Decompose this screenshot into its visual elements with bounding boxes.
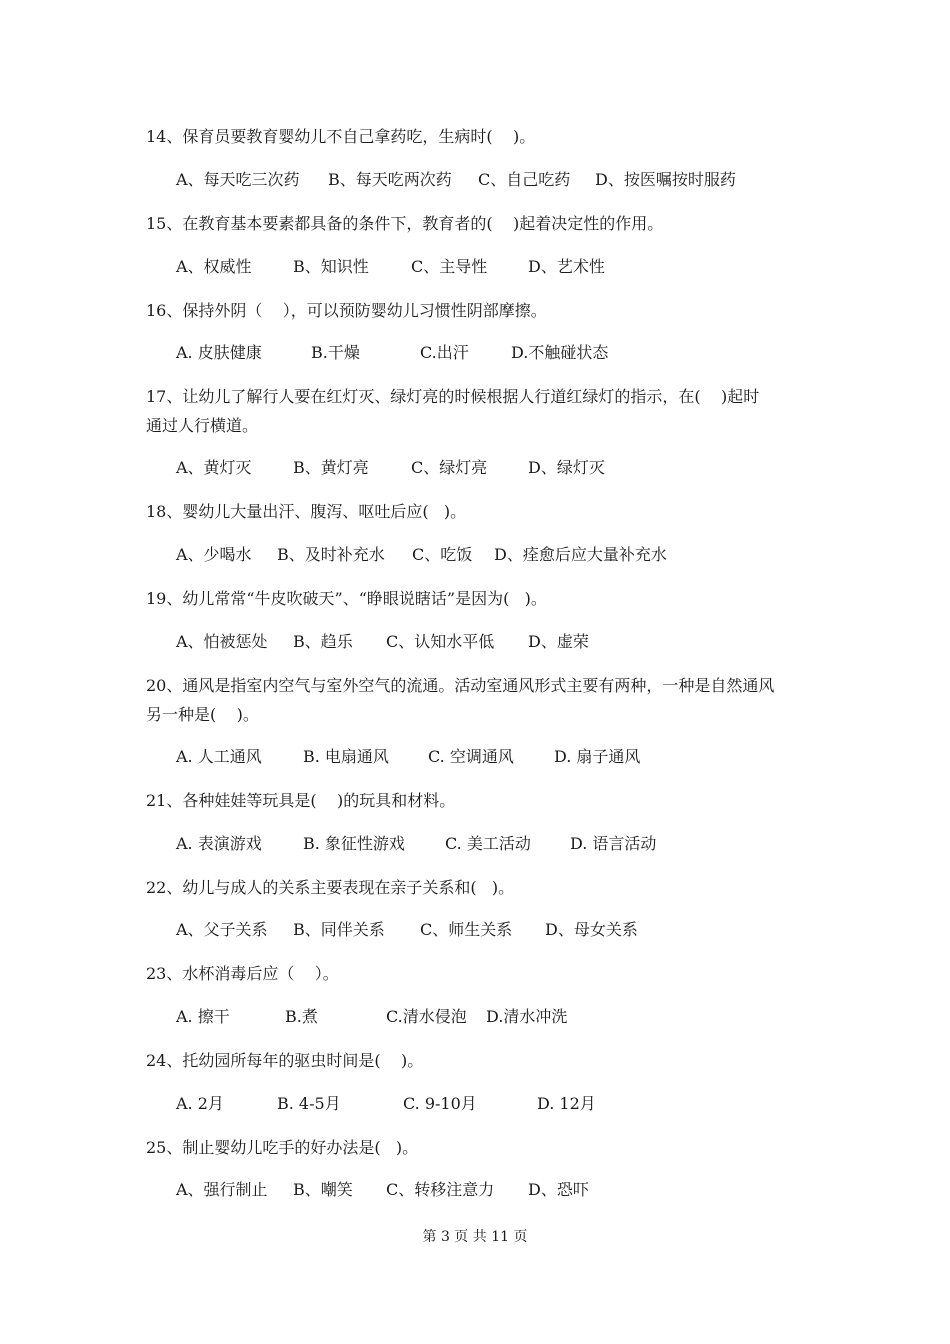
question-text: 15、在教育基本要素都具备的条件下，教育者的( )起着决定性的作用。 [146,214,664,233]
option-a: A、每天吃三次药 [176,170,300,189]
option-a: A、少喝水 [176,545,252,564]
question-text-line-1: 20、通风是指室内空气与室外空气的流通。活动室通风形式主要有两种，一种是自然通风 [146,676,775,695]
option-a: A. 擦干 [176,1007,230,1026]
question-21 [146,786,816,815]
question-text: 22、幼儿与成人的关系主要表现在亲子关系和( )。 [146,878,515,897]
question-text: 21、各种娃娃等玩具是( )的玩具和材料。 [146,791,456,810]
option-d: D、绿灯灭 [528,458,605,477]
option-b: B、趋乐 [293,632,353,651]
question-24 [146,1046,816,1075]
option-a: A、父子关系 [176,920,268,939]
question-text-line-2: 通过人行横道。 [146,416,259,435]
question-20 [146,671,816,729]
option-c: C、绿灯亮 [411,458,488,477]
question-16 [146,296,816,325]
options-17 [176,456,816,480]
question-22 [146,873,816,902]
option-a: A、权威性 [176,257,252,276]
question-17 [146,382,816,440]
question-25 [146,1133,816,1162]
option-d: D. 12月 [537,1094,596,1113]
option-a: A、怕被惩处 [176,632,268,651]
options-23 [176,1005,816,1029]
option-b: B、知识性 [293,257,369,276]
option-a: A、黄灯灭 [176,458,252,477]
options-21 [176,832,816,856]
option-d: D、按医嘱按时服药 [595,170,736,189]
question-text: 25、制止婴幼儿吃手的好办法是( )。 [146,1138,419,1157]
option-b: B、嘲笑 [293,1180,353,1199]
option-c: C. 美工活动 [445,834,531,853]
option-c: C. 9-10月 [403,1094,477,1113]
option-b: B.干燥 [311,343,360,362]
option-c: C.出汗 [420,343,469,362]
option-c: C. 空调通风 [428,747,514,766]
option-c: C、自己吃药 [478,170,571,189]
question-text: 16、保持外阴（ ），可以预防婴幼儿习惯性阴部摩擦。 [146,301,547,320]
option-b: B、及时补充水 [277,545,385,564]
option-b: B、同伴关系 [293,920,385,939]
option-d: D.清水冲洗 [486,1007,568,1026]
option-b: B.煮 [285,1007,318,1026]
option-b: B. 电扇通风 [303,747,389,766]
question-18 [146,497,816,526]
option-a: A. 表演游戏 [176,834,262,853]
option-a: A、强行制止 [176,1180,268,1199]
option-c: C.清水侵泡 [386,1007,467,1026]
option-d: D、艺术性 [528,257,605,276]
options-22 [176,918,816,942]
question-text: 18、婴幼儿大量出汗、腹泻、呕吐后应( )。 [146,502,467,521]
option-b: B. 4-5月 [277,1094,341,1113]
option-d: D. 语言活动 [570,834,657,853]
option-d: D、痊愈后应大量补充水 [494,545,667,564]
page-number-footer: 第 3 页 共 11 页 [422,1229,528,1245]
options-20 [176,745,816,769]
option-a: A. 2月 [176,1094,224,1113]
question-14 [146,122,816,151]
options-18 [176,543,816,567]
question-text: 23、水杯消毒后应（ ）。 [146,964,339,983]
options-15 [176,255,816,279]
question-text: 24、托幼园所每年的驱虫时间是( )。 [146,1051,424,1070]
option-d: D.不触碰状态 [511,343,609,362]
question-text-line-1: 17、让幼儿了解行人要在红灯灭、绿灯亮的时候根据人行道红绿灯的指示，在( )起时 [146,387,760,406]
question-19 [146,584,816,613]
question-text-line-2: 另一种是( )。 [146,705,259,724]
question-text: 19、幼儿常常“牛皮吹破天”、“睁眼说瞎话”是因为( )。 [146,589,547,608]
option-d: D. 扇子通风 [554,747,641,766]
option-c: C、吃饭 [412,545,473,564]
option-d: D、恐吓 [528,1180,589,1199]
option-a: A. 人工通风 [176,747,262,766]
question-23 [146,959,816,988]
options-16 [176,341,816,365]
option-c: C、师生关系 [420,920,513,939]
option-c: C、转移注意力 [386,1180,495,1199]
option-d: D、母女关系 [545,920,638,939]
question-text: 14、保育员要教育婴幼儿不自己拿药吃，生病时( )。 [146,127,536,146]
option-d: D、虚荣 [528,632,589,651]
options-25 [176,1178,816,1202]
option-c: C、认知水平低 [386,632,495,651]
options-19 [176,630,816,654]
option-a: A. 皮肤健康 [176,343,262,362]
option-b: B、黄灯亮 [293,458,369,477]
question-15 [146,209,816,238]
option-b: B、每天吃两次药 [328,170,452,189]
option-c: C、主导性 [411,257,488,276]
option-b: B. 象征性游戏 [303,834,405,853]
options-24 [176,1092,816,1116]
options-14 [176,168,816,192]
